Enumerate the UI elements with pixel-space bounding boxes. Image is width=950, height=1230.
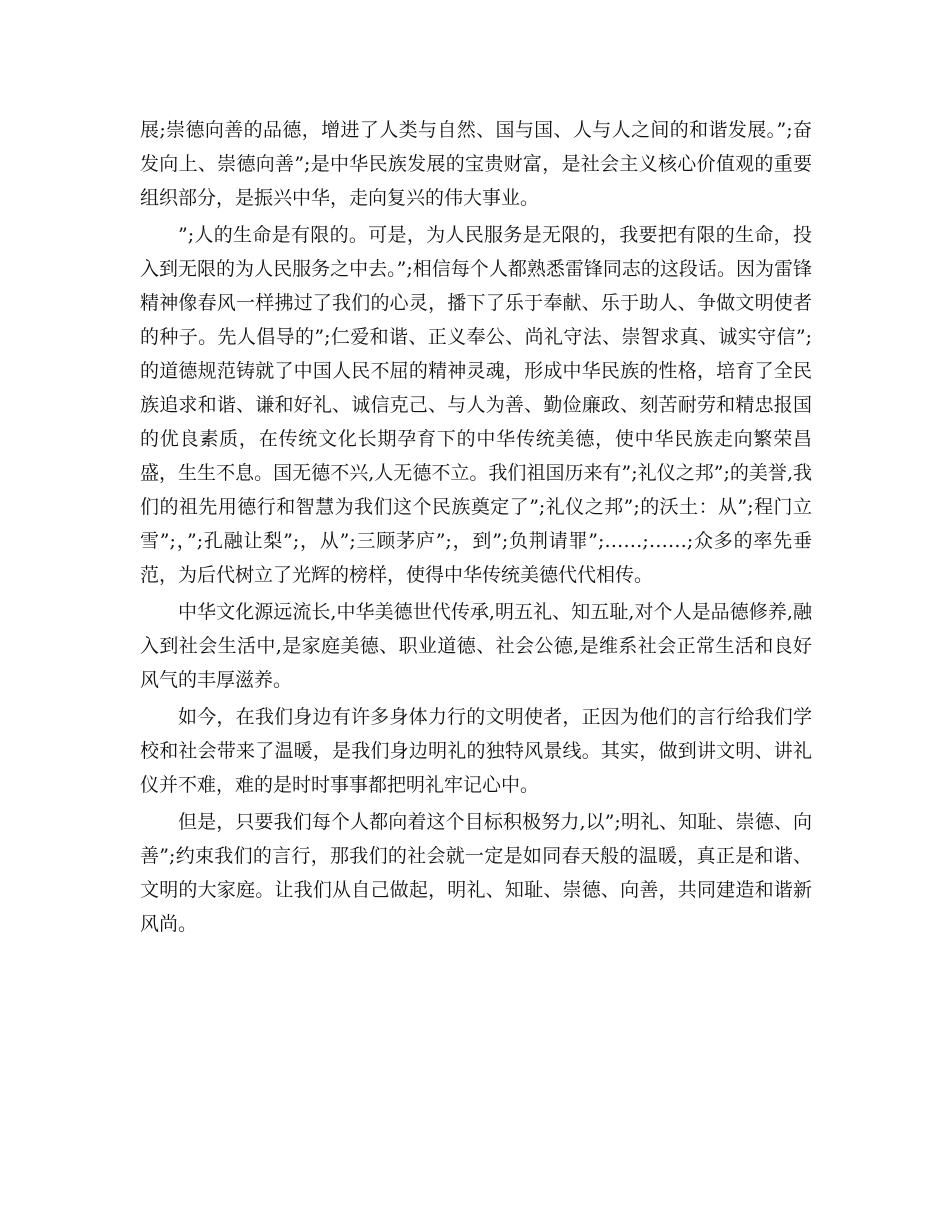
paragraph-continuation: 展;崇德向善的品德，增进了人类与自然、国与国、人与人之间的和谐发展。”;奋发向上、崇德向善”;是中华民族发展的宝贵财富，是社会主义核心价值观的重要组织部分，是振兴中华，走向复兴的伟大事业。: [140, 119, 812, 209]
document-body: [140, 113, 812, 944]
paragraph-lei-feng: ”;人的生命是有限的。可是，为人民服务是无限的，我要把有限的生命，投入到无限的为人民服务之中去。”;相信每个人都熟悉雷锋同志的这段话。因为雷锋精神像春风一样拂过了我们的心灵，播下了乐于奉献、乐于助人、争做文明使者的种子。先人倡导的”;仁爱和谐、正义奉公、尚礼守法、崇智求真、诚实守信”;的道德规范铸就了中国人民不屈的精神灵魂，形成中华民族的性格，培育了全民族追求和谐、谦和好礼、诚信克己、与人为善、勤俭廉政、刻苦耐劳和精忠报国的优良素质，在传统文化长期孕育下的中华传统美德，使中华民族走向繁荣昌盛，生生不息。国无德不兴,人无德不立。我们祖国历来有”;礼仪之邦”;的美誉,我们的祖先用德行和智慧为我们这个民族奠定了”;礼仪之邦”;的沃土：从”;程门立雪”;，”;孔融让梨”;，从”;三顾茅庐”;，到”;负荆请罪”;……;……;众多的率先垂范，为后代树立了光辉的榜样，使得中华传统美德代代相传。: [140, 224, 812, 586]
paragraph-civilized-messengers: 如今，在我们身边有许多身体力行的文明使者，正因为他们的言行给我们学校和社会带来了温暖，是我们身边明礼的独特风景线。其实，做到讲文明、讲礼仪并不难，难的是时时事事都把明礼牢记心中。: [140, 706, 812, 796]
paragraph-conclusion: 但是，只要我们每个人都向着这个目标积极努力,以”;明礼、知耻、崇德、向善”;约束我们的言行，那我们的社会就一定是如同春天般的温暖，真正是和谐、文明的大家庭。让我们从自己做起，明礼、知耻、崇德、向善，共同建造和谐新风尚。: [140, 811, 812, 935]
paragraph-chinese-culture: 中华文化源远流长,中华美德世代传承,明五礼、知五耻,对个人是品德修养,融入到社会生活中,是家庭美德、职业道德、社会公德,是维系社会正常生活和良好风气的丰厚滋养。: [140, 601, 812, 691]
